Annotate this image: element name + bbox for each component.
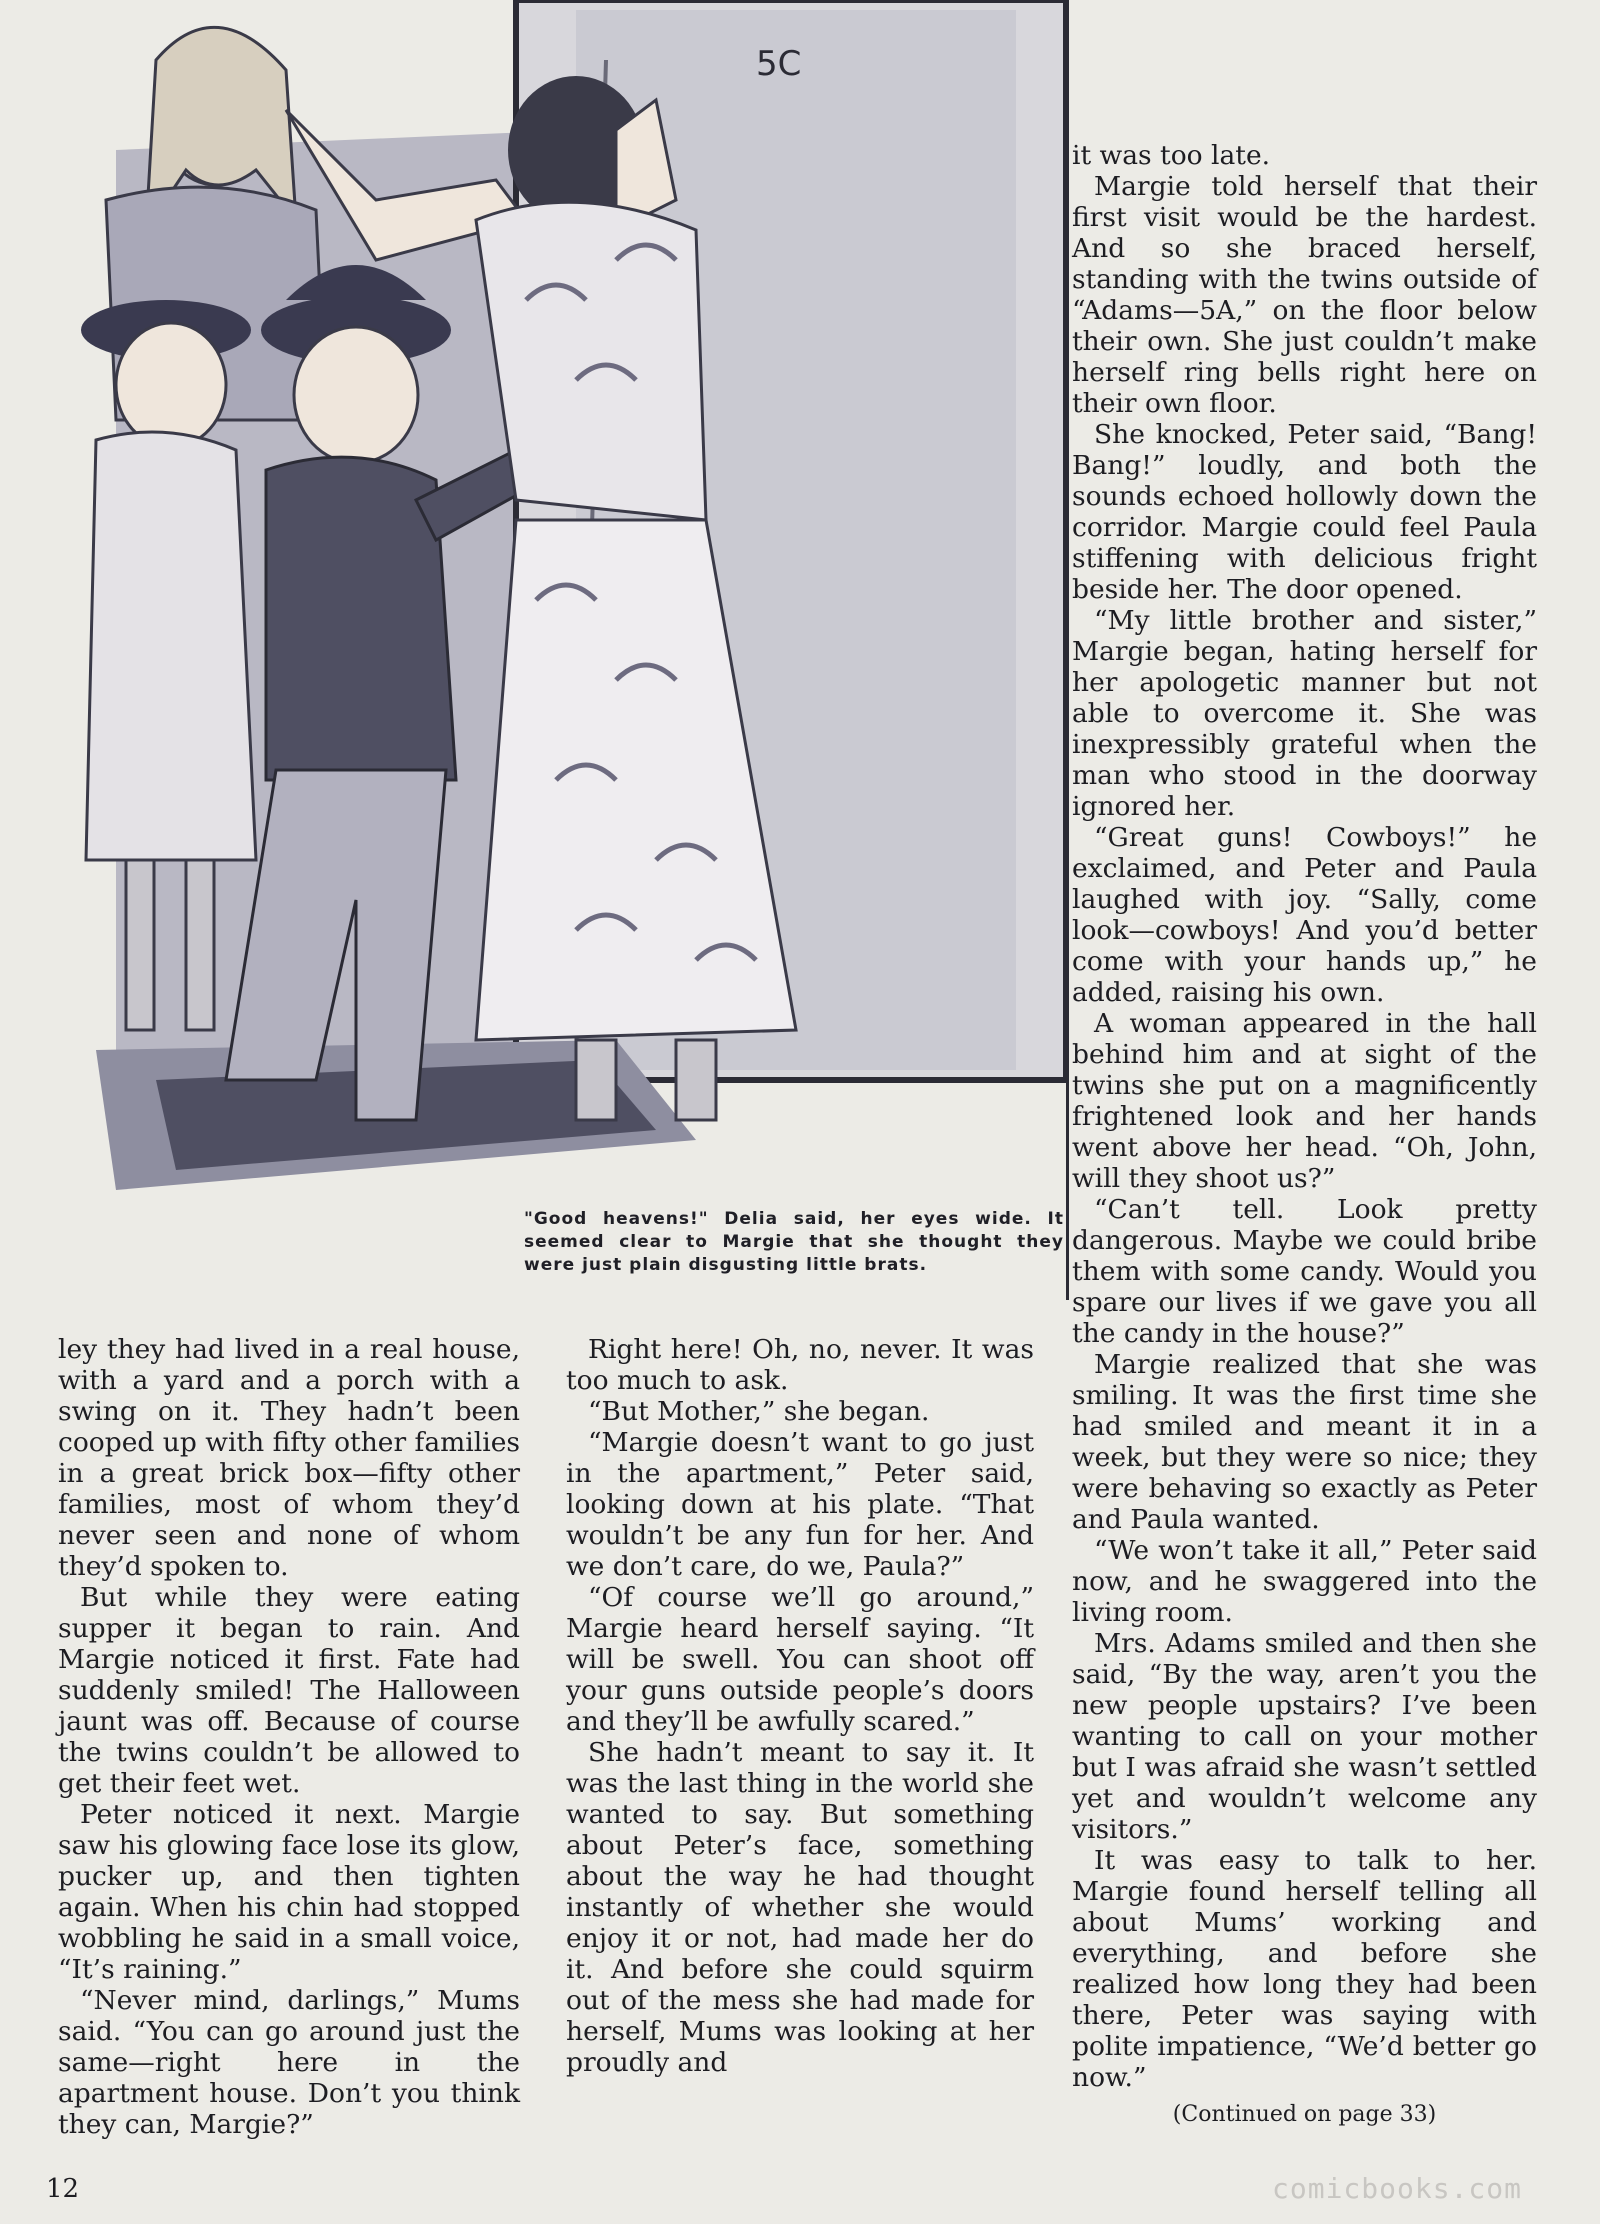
paragraph: Peter noticed it next. Margie saw his glowing face lose its glow, pucker up, and then tighten again. When his chin had stopped wobbling he said in a small voice, “It’s raining.”	[58, 1799, 520, 1985]
paragraph: “Great guns! Cowboys!” he exclaimed, and Peter and Paula laughed with joy. “Sally, come look—cowboys! And you’d better come with your hands up,” he added, raising his own.	[1072, 822, 1537, 1008]
continued-prefix: (Continued on page	[1172, 2102, 1400, 2127]
continued-page: 33	[1399, 2102, 1428, 2127]
paragraph: A woman appeared in the hall behind him and at sight of the twins she put on a magnificently frightened look and her hands went above her head. “Oh, John, will they shoot us?”	[1072, 1008, 1537, 1194]
paragraph: “Margie doesn’t want to go just in the apartment,” Peter said, looking down at his plate. “That wouldn’t be any fun for her. And we don’t care, do we, Paula?”	[566, 1427, 1034, 1582]
paragraph: “But Mother,” she began.	[588, 1396, 930, 1427]
story-illustration	[56, 0, 1069, 1300]
paragraph: She hadn’t meant to say it. It was the last thing in the world she wanted to say. But something about Peter’s face, something about the way he had thought instantly of whether she would enjoy it or not, had made her do it. And before she could squirm out of the mess she had made for herself, Mums was looking at her proudly and	[566, 1737, 1034, 2078]
continued-suffix: )	[1427, 2102, 1437, 2127]
illustration-drawing	[56, 0, 1066, 1300]
paragraph: ley they had lived in a real house, with a yard and a porch with a swing on it. They hadn’t been cooped up with fifty other families in a great brick box—fifty other families, most of whom they’d never seen and none of whom they’d spoken to.	[58, 1334, 520, 1582]
girl-figure	[86, 432, 256, 860]
paragraph: But while they were eating supper it began to rain. And Margie noticed it first. Fate had suddenly smiled! The Halloween jaunt was off. Because of course the twins couldn’t be allowed to get their feet wet.	[58, 1582, 520, 1799]
door-number: 5C	[756, 44, 802, 84]
watermark: comicbooks.com	[1272, 2172, 1523, 2205]
page-number: 12	[46, 2174, 80, 2204]
text-column-right	[1072, 140, 1537, 2130]
continued-note	[1072, 2099, 1537, 2130]
paragraph: “Of course we’ll go around,” Margie heard herself saying. “It will be swell. You can shoot off your guns outside people’s doors and they’ll be awfully scared.”	[566, 1582, 1034, 1737]
paragraph: Margie realized that she was smiling. It was the first time she had smiled and meant it in a week, but they were so nice; they were behaving so exactly as Peter and Paula wanted.	[1072, 1349, 1537, 1535]
text-column-middle	[566, 1334, 1034, 2078]
paragraph: “My little brother and sister,” Margie began, hating herself for her apologetic manner but not able to overcome it. She was inexpressibly grateful when the man who stood in the doorway ignored her.	[1072, 605, 1537, 822]
paragraph: She knocked, Peter said, “Bang! Bang!” loudly, and both the sounds echoed hollowly down the corridor. Margie could feel Paula stiffening with delicious fright beside her. The door opened.	[1072, 419, 1537, 605]
paragraph: Right here! Oh, no, never. It was too much to ask.	[566, 1334, 1034, 1396]
paragraph: Margie told herself that their first visit would be the hardest. And so she braced herself, standing with the twins outside of “Adams—5A,” on the floor below their own. She just couldn’t make herself ring bells right here on their own floor.	[1072, 171, 1537, 419]
paragraph: “Can’t tell. Look pretty dangerous. Maybe we could bribe them with some candy. Would you spare our lives if we gave you all the candy in the house?”	[1072, 1194, 1537, 1349]
paragraph: It was easy to talk to her. Margie found herself telling all about Mums’ working and everything, and before she realized how long they had been there, Peter was saying with polite impatience, “We’d better go now.”	[1072, 1845, 1537, 2093]
illustration-caption: "Good heavens!" Delia said, her eyes wide. It seemed clear to Margie that she thought they were just plain disgusting little brats.	[524, 1209, 1064, 1275]
paragraph: Mrs. Adams smiled and then she said, “By the way, aren’t you the new people upstairs? I’ve been wanting to call on your mother but I was afraid she wasn’t settled yet and wouldn’t welcome any visitors.”	[1072, 1628, 1537, 1845]
paragraph: “We won’t take it all,” Peter said now, and he swaggered into the living room.	[1072, 1535, 1537, 1628]
paragraph: “Never mind, darlings,” Mums said. “You can go around just the same—right here in the apartment house. Don’t you think they can, Margie?”	[58, 1985, 520, 2140]
text-column-left	[58, 1334, 520, 2140]
paragraph: it was too late.	[1072, 140, 1271, 171]
